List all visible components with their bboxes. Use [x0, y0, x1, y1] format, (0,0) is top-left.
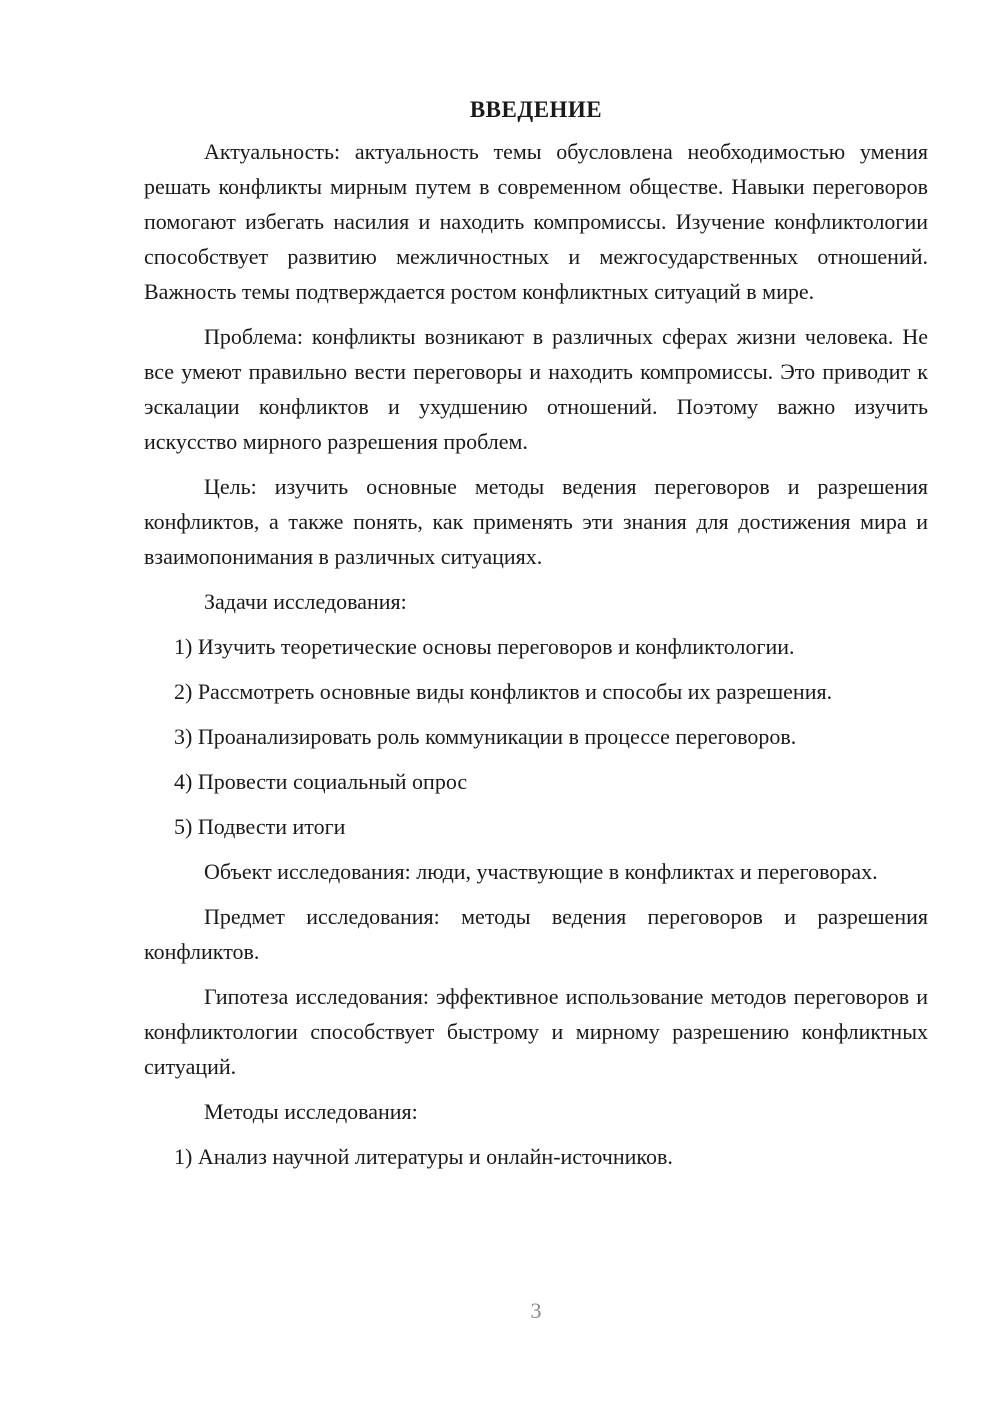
- problem-paragraph: Проблема: конфликты возникают в различных сферах жизни человека. Не все умеют правильно вести переговоры и находить компромиссы. Это приводит к эскалации конфликтов и ухудшению отношений. Поэтому важно изучить искусство мирного разрешения проблем.: [144, 324, 928, 454]
- list-item: 5) Подвести итоги: [174, 814, 346, 839]
- page-title: ВВЕДЕНИЕ: [469, 97, 603, 122]
- tasks-label: Задачи исследования:: [204, 589, 407, 614]
- methods-label: Методы исследования:: [204, 1099, 418, 1124]
- relevance-paragraph: Актуальность: актуальность темы обусловлена необходимостью умения решать конфликты мирным путем в современном обществе. Навыки переговоров помогают избегать насилия и находить компромиссы. Изучение конфликтологии способствует развитию межличностных и межгосударственных отношений. Важность темы подтверждается ростом конфликтных ситуаций в мире.: [144, 139, 928, 304]
- page-number: 3: [530, 1298, 542, 1323]
- hypothesis-paragraph: Гипотеза исследования: эффективное использование методов переговоров и конфликтологии способствует быстрому и мирному разрешению конфликтных ситуаций.: [144, 984, 928, 1079]
- list-item: 1) Анализ научной литературы и онлайн-источников.: [174, 1144, 673, 1169]
- subject-paragraph: Предмет исследования: методы ведения переговоров и разрешения конфликтов.: [144, 904, 928, 964]
- goal-paragraph: Цель: изучить основные методы ведения переговоров и разрешения конфликтов, а также понять, как применять эти знания для достижения мира и взаимопонимания в различных ситуациях.: [144, 474, 928, 569]
- list-item: 2) Рассмотреть основные виды конфликтов и способы их разрешения.: [174, 679, 833, 704]
- object-paragraph: Объект исследования: люди, участвующие в конфликтах и переговорах.: [204, 859, 878, 884]
- list-item: 1) Изучить теоретические основы переговоров и конфликтологии.: [174, 634, 795, 659]
- list-item: 3) Проанализировать роль коммуникации в процессе переговоров.: [174, 724, 797, 749]
- methods-list: [144, 1139, 928, 1174]
- tasks-list: [144, 629, 928, 844]
- list-item: 4) Провести социальный опрос: [174, 769, 468, 794]
- document-page: [144, 96, 928, 1184]
